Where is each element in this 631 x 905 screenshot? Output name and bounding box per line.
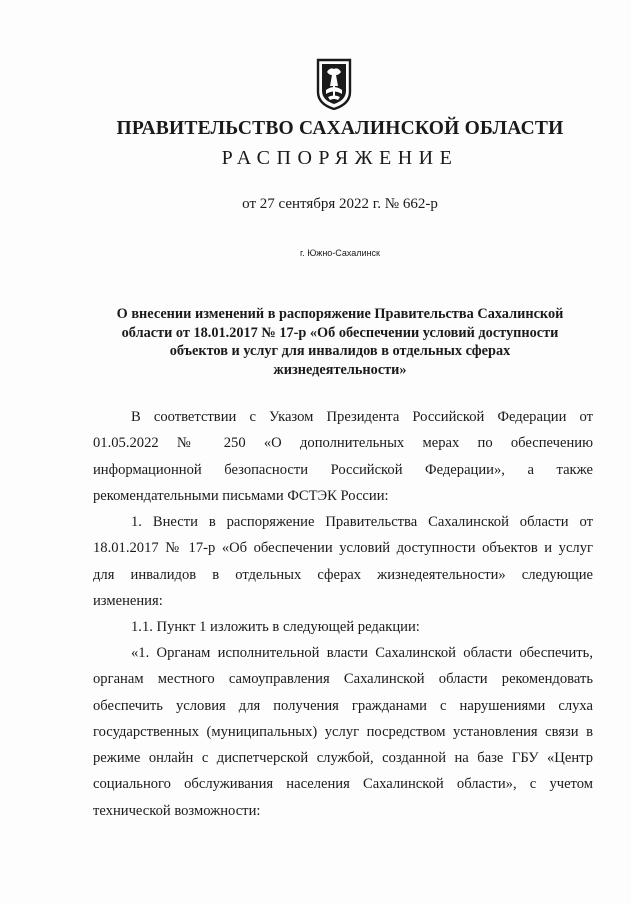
subject-line: объектов и услуг для инвалидов в отдельных сферах (169, 343, 511, 359)
text-line: 01.05.2022 № 250 «О дополнительных мерах по обеспечению (93, 435, 593, 452)
issue-city: г. Южно-Сахалинск (300, 248, 380, 258)
government-title: ПРАВИТЕЛЬСТВО САХАЛИНСКОЙ ОБЛАСТИ (116, 118, 564, 139)
paragraph-quoted-item (93, 640, 593, 824)
paragraph-item-1 (93, 509, 593, 614)
text-line: В соответствии с Указом Президента Российской Федерации от (131, 409, 593, 425)
text-line: информационной безопасности Российской Федерации», а также (93, 461, 593, 478)
text-line: «1. Органам исполнительной власти Сахалинской области обеспечить, (131, 645, 593, 661)
text-line: социального обслуживания населения Сахалинской области», с учетом (93, 776, 593, 793)
subject-line: О внесении изменений в распоряжение Правительства Сахалинской (116, 306, 564, 322)
text-line: 1. Внести в распоряжение Правительства Сахалинской области от (131, 514, 593, 530)
paragraph-preamble (93, 404, 593, 509)
text-line: технической возможности: (93, 802, 261, 819)
text-line: режиме онлайн с диспетчерской службой, созданной на базе ГБУ «Центр (93, 750, 593, 767)
document-type: РАСПОРЯЖЕНИЕ (221, 147, 459, 169)
document-subject (95, 305, 585, 379)
text-line: обеспечить условия для получения гражданами с нарушениями слуха (93, 697, 593, 714)
text-line: рекомендательными письмами ФСТЭК России: (93, 487, 389, 504)
text-line: 18.01.2017 № 17-р «Об обеспечении условий доступности объектов и услуг (93, 540, 593, 557)
text-line: органам местного самоуправления Сахалинской области рекомендовать (93, 671, 593, 688)
text-line: изменения: (93, 592, 163, 609)
text-line: 1.1. Пункт 1 изложить в следующей редакции: (131, 619, 420, 635)
text-line: государственных (муниципальных) услуг посредством установления связи в (93, 723, 593, 740)
coat-of-arms-emblem (316, 58, 352, 110)
document-date-number: от 27 сентября 2022 г. № 662-р (242, 196, 438, 212)
subject-line: жизнедеятельности» (273, 361, 407, 378)
text-line: для инвалидов в отдельных сферах жизнедеятельности» следующие (93, 566, 593, 583)
paragraph-item-1-1 (93, 614, 593, 640)
subject-line: области от 18.01.2017 № 17-р «Об обеспечении условий доступности (121, 324, 559, 341)
